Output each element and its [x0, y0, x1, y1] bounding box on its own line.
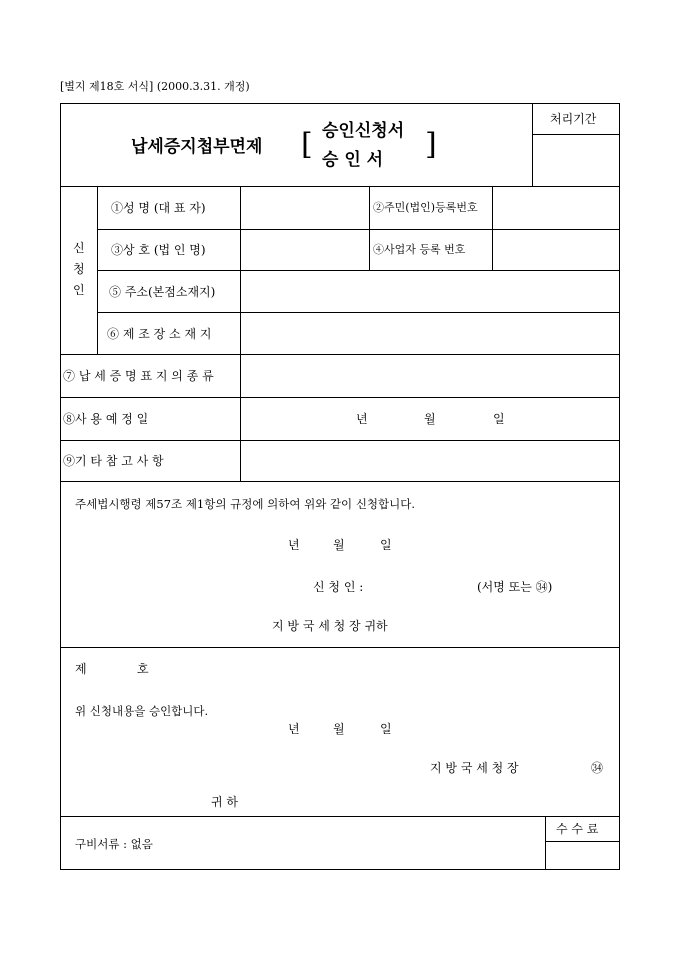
trade-name-label: ③상 호 (법 인 명)	[111, 243, 206, 257]
vline-applicant-section	[97, 186, 98, 354]
vline-fee	[545, 816, 546, 870]
application-date-day: 일	[380, 538, 392, 552]
approval-date-day: 일	[380, 722, 392, 736]
title-option-approval: 승 인 서	[322, 150, 384, 170]
vline-processing	[532, 103, 533, 186]
approval-statement: 위 신청내용을 승인합니다.	[75, 704, 209, 718]
business-registration-label: ④사업자 등록 번호	[373, 243, 466, 256]
divider-row6	[60, 440, 620, 441]
address-label: ⑤ 주소(본점소재지)	[109, 285, 216, 299]
approval-recipient: 귀 하	[211, 795, 238, 809]
approval-seal-mark: ㉞	[591, 761, 604, 775]
vline-label-column	[240, 186, 241, 481]
applicant-section-char-1: 신	[73, 241, 85, 255]
form-number-header: [별지 제18호 서식] (2000.3.31. 개정)	[60, 80, 250, 93]
approval-number-suffix: 호	[137, 662, 149, 676]
application-statement: 주세법시행령 제57조 제1항의 규정에 의하여 위와 같이 신청합니다.	[75, 497, 416, 511]
approval-number-prefix: 제	[75, 662, 87, 676]
name-label: ①성 명 (대 표 자)	[111, 201, 206, 215]
divider-row5	[60, 397, 620, 398]
fee-label: 수 수 료	[556, 822, 599, 836]
stamp-type-label: ⑦ 납 세 증 명 표 지 의 종 류	[63, 369, 214, 383]
divider-processing	[532, 134, 620, 135]
vline-mid-value-column	[492, 186, 493, 270]
planned-date-label: ⑧사 용 예 정 일	[63, 412, 149, 426]
form-title: 납세증지첩부면제	[131, 137, 263, 157]
divider-row3	[97, 312, 620, 313]
planned-date-day: 일	[493, 412, 505, 426]
divider-title	[60, 186, 620, 187]
applicant-signature-label: 신 청 인 :	[313, 580, 364, 594]
form-frame	[60, 103, 620, 870]
divider-row1	[97, 229, 620, 230]
divider-application	[60, 647, 620, 648]
application-addressee: 지 방 국 세 청 장 귀하	[272, 619, 388, 633]
divider-row7	[60, 481, 620, 482]
factory-location-label: ⑥ 제 조 장 소 재 지	[107, 327, 212, 341]
required-documents: 구비서류 : 없음	[75, 837, 153, 851]
divider-row4	[60, 354, 620, 355]
divider-fee	[545, 841, 620, 842]
divider-approval	[60, 816, 620, 817]
vline-mid-column	[369, 186, 370, 270]
application-date-month: 월	[333, 538, 345, 552]
registration-number-label: ②주민(법인)등록번호	[373, 201, 478, 214]
title-bracket-close: ]	[425, 127, 437, 162]
signature-or-seal-note: (서명 또는 ㉞)	[477, 580, 553, 594]
planned-date-month: 월	[424, 412, 436, 426]
approval-authority: 지 방 국 세 청 장	[430, 761, 519, 775]
divider-row2	[97, 270, 620, 271]
applicant-section-char-3: 인	[73, 283, 85, 297]
other-notes-label: ⑨기 타 참 고 사 항	[63, 454, 164, 468]
title-option-application: 승인신청서	[322, 121, 405, 141]
title-bracket-open: [	[301, 127, 313, 162]
approval-date-month: 월	[333, 722, 345, 736]
approval-date-year: 년	[288, 722, 300, 736]
planned-date-year: 년	[356, 412, 368, 426]
applicant-section-char-2: 청	[73, 262, 85, 276]
processing-period-label: 처리기간	[550, 112, 597, 126]
application-date-year: 년	[288, 538, 300, 552]
